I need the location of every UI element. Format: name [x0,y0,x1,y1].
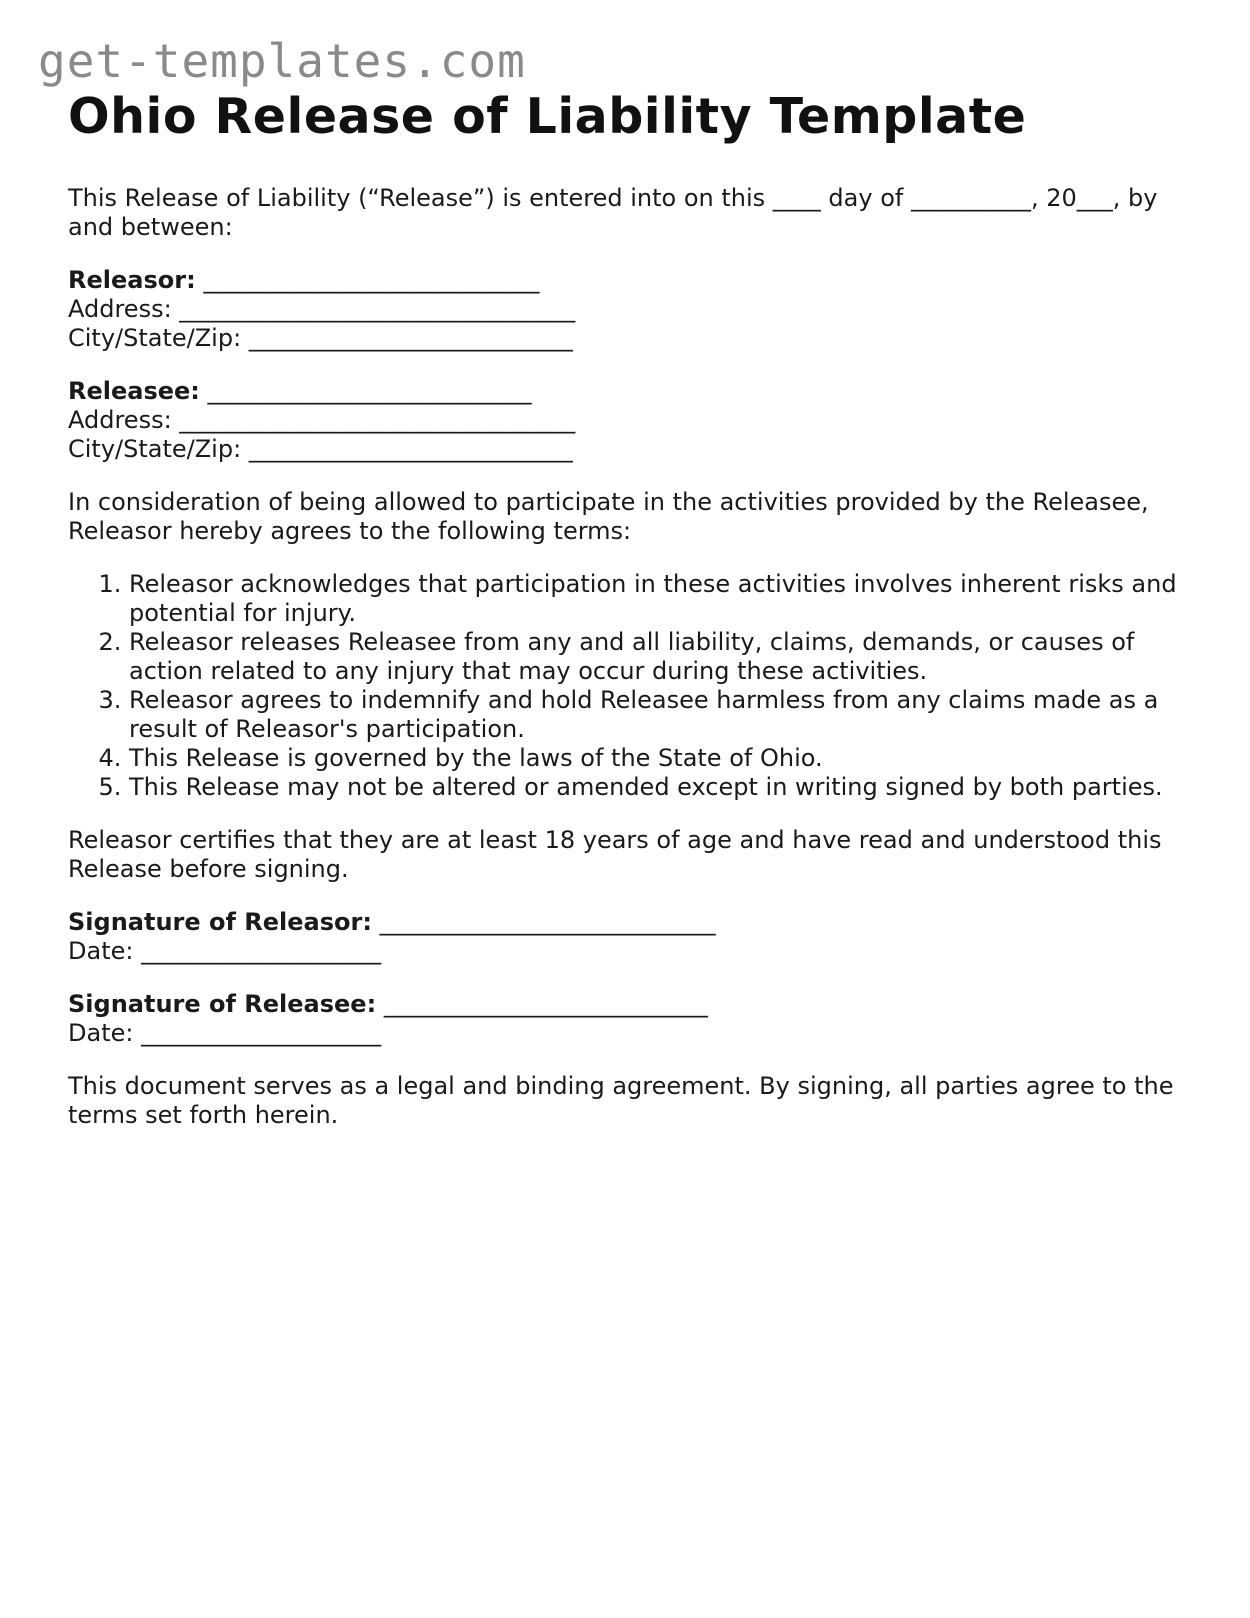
term-item: 4. This Release is governed by the laws of the State of Ohio. [129,744,1188,773]
releasee-block [68,377,1188,464]
intro-paragraph: This Release of Liability (“Release”) is entered into on this ____ day of __________, 20___, by and between: [68,184,1158,241]
releasee-name-blank: ___________________________ [207,377,532,405]
document-body [68,86,1188,1154]
closing-paragraph: This document serves as a legal and binding agreement. By signing, all parties agree to the terms set forth herein. [68,1072,1174,1129]
releasor-date-line: Date: ____________________ [68,937,382,965]
releasor-label: Releasor: [68,266,196,294]
page-title: Ohio Release of Liability Template [68,88,1027,145]
releasee-signature-blank: ___________________________ [383,990,708,1018]
releasee-address-line: Address: _________________________________ [68,406,576,434]
releasee-date-line: Date: ____________________ [68,1019,382,1047]
releasor-name-blank: ____________________________ [203,266,540,294]
releasee-label: Releasee: [68,377,200,405]
term-item: 3. Releasor agrees to indemnify and hold Releasee harmless from any claims made as a result of Releasor's participation. [129,686,1188,744]
terms-list [68,570,1188,802]
releasor-signature-blank: ____________________________ [379,908,716,936]
watermark: get-templates.com [38,34,526,88]
releasee-signature-label: Signature of Releasee: [68,990,377,1018]
releasor-address-line: Address: _________________________________ [68,295,576,323]
releasee-signature-line [68,990,1188,1019]
releasor-signature-line [68,908,1188,937]
releasor-city-line: City/State/Zip: ___________________________ [68,324,573,352]
term-item: 5. This Release may not be altered or amended except in writing signed by both parties. [129,773,1188,802]
certification-paragraph: Releasor certifies that they are at least 18 years of age and have read and understood this Release before signing. [68,826,1162,883]
term-item: 2. Releasor releases Releasee from any and all liability, claims, demands, or causes of action related to any injury that may occur during these activities. [129,628,1188,686]
consideration-paragraph: In consideration of being allowed to participate in the activities provided by the Releasee, Releasor hereby agrees to the following terms: [68,488,1149,545]
releasor-name-line [68,266,1188,295]
releasor-signature-block [68,908,1188,966]
releasee-city-line: City/State/Zip: ___________________________ [68,435,573,463]
releasor-block [68,266,1188,353]
releasee-signature-block [68,990,1188,1048]
releasee-name-line [68,377,1188,406]
releasor-signature-label: Signature of Releasor: [68,908,372,936]
term-item: 1. Releasor acknowledges that participation in these activities involves inherent risks and potential for injury. [129,570,1188,628]
